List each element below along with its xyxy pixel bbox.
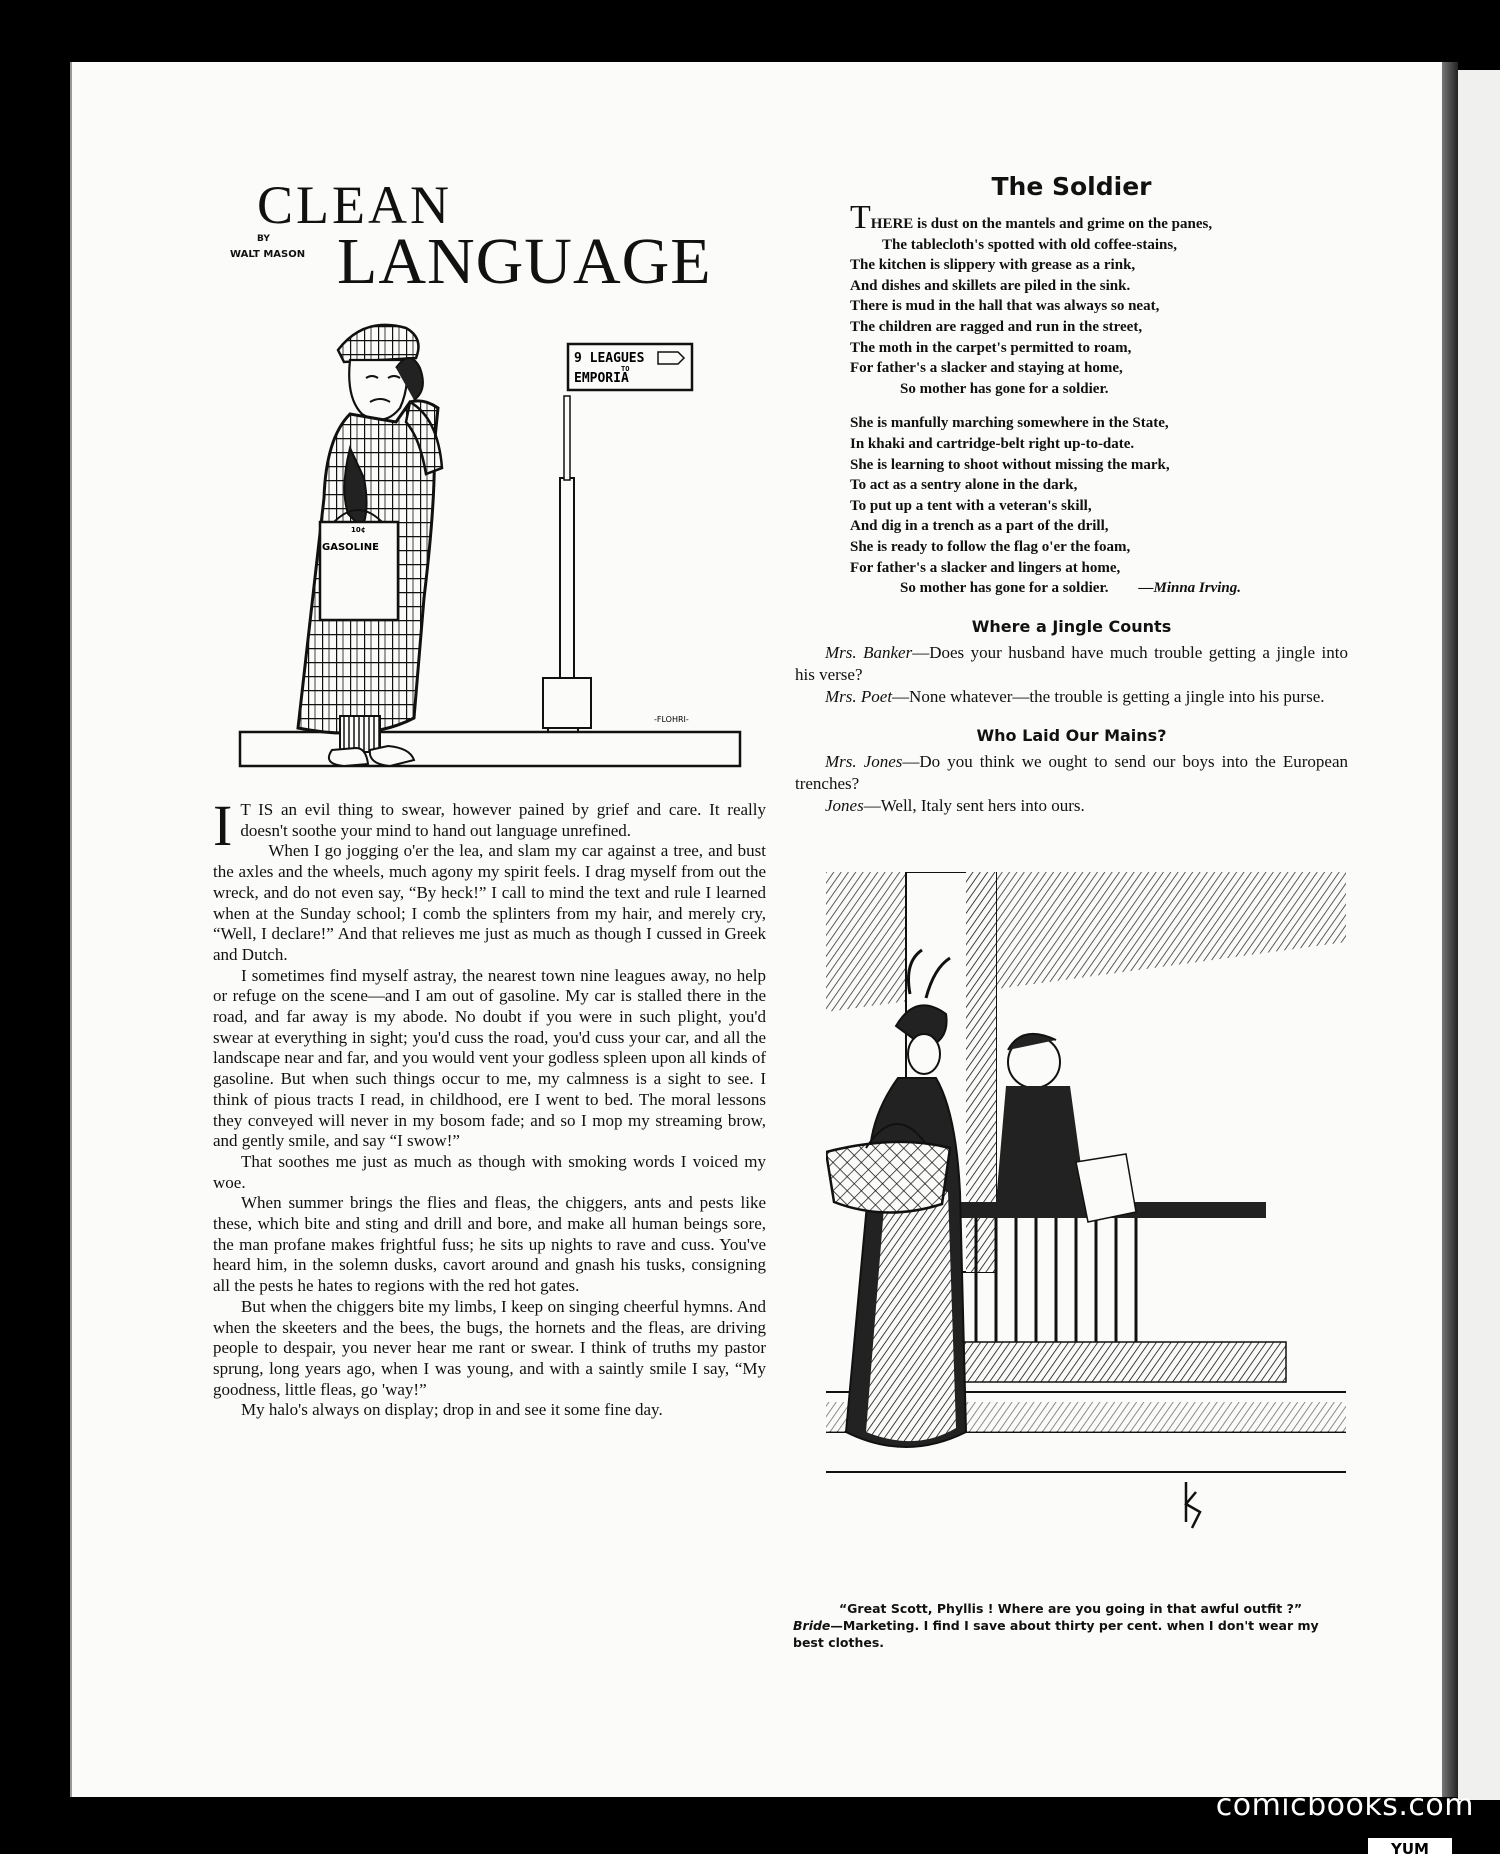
title-clean: CLEAN bbox=[257, 175, 452, 235]
poem-line: And dishes and skillets are piled in the sink. bbox=[850, 277, 1131, 294]
artist-signature: -FLOHRI- bbox=[654, 715, 689, 724]
poem-line: The moth in the carpet's permitted to roam, bbox=[850, 339, 1132, 356]
byline-author: WALT MASON bbox=[230, 249, 306, 260]
cartoon-caption bbox=[793, 1600, 1348, 1651]
caption-line2: Bride—Marketing. I find I save about thirty per cent. when I don't wear my best clothes. bbox=[793, 1618, 1319, 1650]
page-gutter bbox=[1442, 62, 1458, 1797]
poem-dropcap: T bbox=[850, 199, 871, 236]
motorist-illustration bbox=[238, 298, 748, 770]
next-page-edge bbox=[1458, 70, 1500, 1800]
joke-line: Mrs. Jones—Do you think we ought to send our boys into the European trenches? bbox=[795, 751, 1349, 793]
poem-refrain: So mother has gone for a soldier. bbox=[900, 380, 1109, 397]
joke-line: Mrs. Banker—Does your husband have much trouble getting a jingle into his verse? bbox=[795, 642, 1349, 684]
article-paragraph: My halo's always on display; drop in and see it some fine day. bbox=[241, 1400, 663, 1420]
bride-cartoon-illustration bbox=[826, 872, 1346, 1590]
poem bbox=[795, 199, 1348, 599]
article-title bbox=[225, 174, 745, 298]
poem-line: She is ready to follow the flag o'er the foam, bbox=[850, 538, 1131, 555]
site-watermark: comicbooks.com bbox=[1215, 1788, 1474, 1823]
joke-heading: Where a Jingle Counts bbox=[971, 616, 1172, 636]
joke bbox=[795, 642, 1348, 708]
poem-line: The tablecloth's spotted with old coffee-stains, bbox=[882, 236, 1177, 253]
poem-refrain: So mother has gone for a soldier. —Minna Irving. bbox=[900, 580, 1242, 597]
article-body bbox=[213, 793, 766, 1421]
poem-line: There is mud in the hall that was always so neat, bbox=[850, 298, 1160, 315]
poem-line: To act as a sentry alone in the dark, bbox=[850, 477, 1078, 494]
joke bbox=[795, 751, 1348, 817]
title-language: LANGUAGE bbox=[337, 225, 712, 298]
corner-tab: YUM bbox=[1368, 1838, 1452, 1854]
can-price: 10¢ bbox=[351, 526, 366, 534]
arrow-icon bbox=[658, 352, 684, 364]
poem-line: The kitchen is slippery with grease as a rink, bbox=[850, 257, 1136, 274]
poem-line: THERE is dust on the mantels and grime on the panes, bbox=[850, 199, 1213, 236]
article-paragraph: I T IS an evil thing to swear, however pained by grief and care. It really doesn't soothe your mind to hand out language unrefined. bbox=[213, 793, 766, 858]
joke-line: Mrs. Poet—None whatever—the trouble is getting a jingle into his purse. bbox=[825, 686, 1325, 706]
gasoline-can bbox=[320, 522, 398, 620]
poem-line: For father's a slacker and staying at home, bbox=[850, 360, 1123, 377]
poem-line: The children are ragged and run in the street, bbox=[850, 318, 1143, 335]
dropcap: I bbox=[213, 793, 233, 858]
right-column bbox=[795, 172, 1348, 817]
article-paragraph: When summer brings the flies and fleas, the chiggers, ants and pests like these, which bite and sting and drill and bore, and make all human beings sore, the man profane makes frightful fuss; he sits up nights to rave and cuss. You've heard him, in the solemn dusks, cavort around and gnash his tusks, consigning all the pests he hates to regions with the red hot gates. bbox=[213, 1193, 766, 1296]
article-paragraph: But when the chiggers bite my limbs, I keep on singing cheerful hymns. And when the skeeters and the bees, the bugs, the hornets and the fleas, are driving people to despair, you never hear me rant or swear. I think of truths my pastor sprung, long years ago, when I was young, and with a saintly smile I say, “My goodness, little fleas, go 'way!” bbox=[213, 1296, 766, 1399]
caption-line1: “Great Scott, Phyllis ! Where are you going in that awful outfit ?” bbox=[838, 1601, 1303, 1616]
poem-title: The Soldier bbox=[991, 172, 1152, 201]
article-paragraph: When I go jogging o'er the lea, and slam my car against a tree, and bust the axles and the wheels, much agony my spirit feels. I drag myself from out the wreck, and do not even say, “By heck!” I call to mind the text and rule I learned when at the Sunday school; I comb the splinters from my hair, and merely cry, “Well, I declare!” And that relieves me just as much as though I cussed in Greek and Dutch. bbox=[213, 841, 766, 964]
article-paragraph: I sometimes find myself astray, the nearest town nine leagues away, no help or refuge on the scene—and I am out of gasoline. My car is stalled there in the road, and far away is my abode. No doubt if you were in such plight, you'd swear at everything in sight; you'd cuss the road, you'd cuss your car, and all the landscape near and far, and you would vent your godless spleen upon all kinds of gasoline. But when such things occur to me, my calmness is a sight to see. I think of pious tracts I read, in childhood, ere I went to bed. The moral lessons they conveyed will never in my bosom fade; and so I mop my streaming brow, and gently smile, and say “I swow!” bbox=[213, 965, 766, 1151]
poem-author: —Minna Irving. bbox=[1138, 580, 1242, 597]
byline-by: BY bbox=[257, 234, 270, 244]
sign-line2: TO bbox=[621, 365, 630, 373]
poem-line: In khaki and cartridge-belt right up-to-date. bbox=[850, 435, 1135, 452]
article-paragraph: That soothes me just as much as though with smoking words I voiced my woe. bbox=[213, 1151, 766, 1192]
sign-line1: 9 LEAGUES bbox=[574, 351, 645, 366]
basket-icon bbox=[826, 1142, 950, 1213]
poem-line: To put up a tent with a veteran's skill, bbox=[850, 497, 1092, 514]
joke-heading: Who Laid Our Mains? bbox=[976, 725, 1167, 745]
joke-line: Jones—Well, Italy sent hers into ours. bbox=[825, 795, 1085, 815]
sign-line3: EMPORIA bbox=[574, 371, 629, 386]
poem-line: And dig in a trench as a part of the drill, bbox=[850, 518, 1109, 535]
artist-monogram bbox=[1186, 1482, 1200, 1528]
can-label: GASOLINE bbox=[322, 542, 379, 553]
poem-line: For father's a slacker and lingers at home, bbox=[850, 559, 1121, 576]
poem-line: She is learning to shoot without missing the mark, bbox=[850, 456, 1170, 473]
poem-line: She is manfully marching somewhere in the State, bbox=[850, 415, 1169, 432]
